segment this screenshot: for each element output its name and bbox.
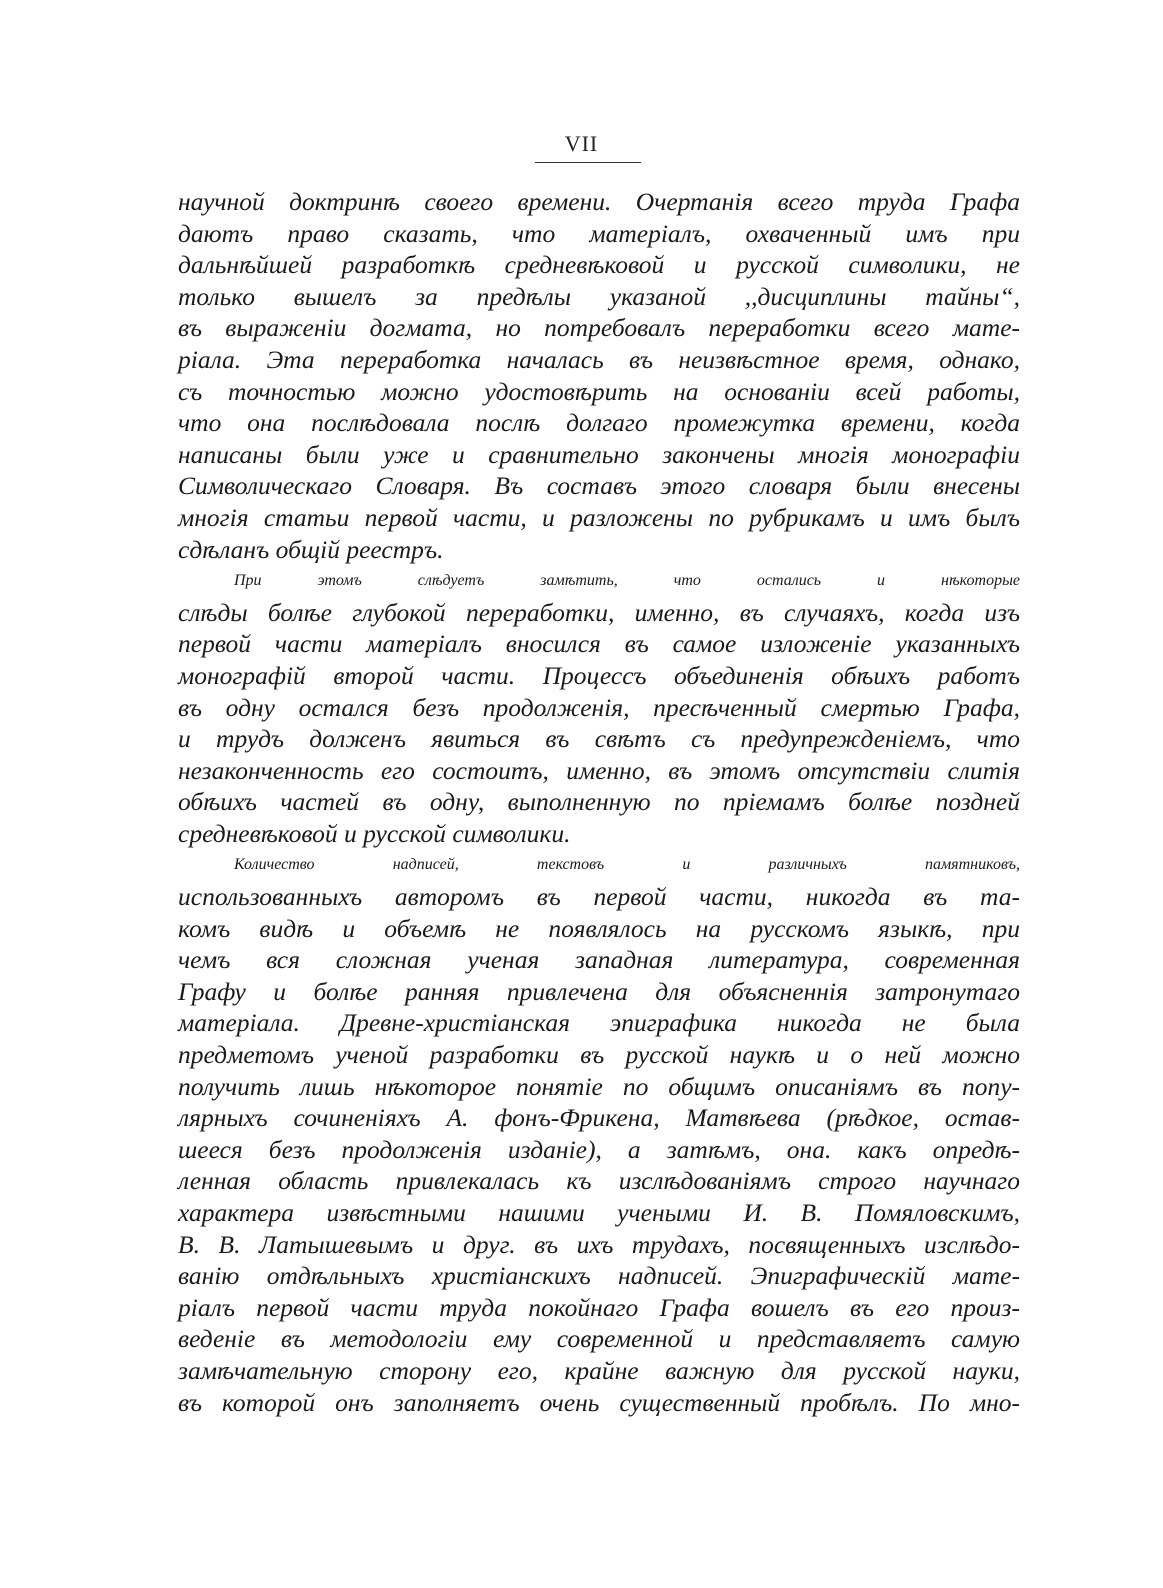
text-line: сдѣланъ общій реестръ.	[178, 534, 444, 564]
page-number-rule	[535, 162, 641, 163]
text-line: веденіе въ методологіи ему современной и представляетъ самую	[178, 1324, 1020, 1354]
text-line: Количество надписей, текстовъ и различныхъ памятниковъ,	[234, 856, 1020, 874]
text-line: обѣихъ частей въ одну, выполненную по пріемамъ болѣе поздней	[178, 787, 1020, 817]
text-line: лярныхъ сочиненіяхъ А. фонъ-Фрикена, Матвѣева (рѣдкое, остав-	[178, 1103, 1020, 1133]
text-line: дальнѣйшей разработкѣ средневѣковой и русской символики, не	[178, 250, 1020, 280]
text-line: использованныхъ авторомъ въ первой части, никогда въ та-	[178, 882, 1020, 912]
text-line: въ одну остался безъ продолженія, пресѣченный смертью Графа,	[178, 692, 1020, 722]
text-line: въ выраженіи догмата, но потребовалъ переработки всего мате-	[178, 313, 1020, 343]
text-line: шееся безъ продолженія изданіе), а затѣмъ, она. какъ опредѣ-	[178, 1134, 1020, 1164]
text-line: средневѣковой и русской символики.	[178, 818, 571, 848]
text-line: только вышелъ за предѣлы указаной ,,дисциплины тайны“,	[178, 281, 1020, 311]
text-line: что она послѣдовала послѣ долгаго промежутка времени, когда	[178, 408, 1020, 438]
text-line: монографій второй части. Процессъ объединенія обѣихъ работъ	[178, 660, 1020, 690]
text-line: комъ видѣ и объемѣ не появлялось на русскомъ языкѣ, при	[178, 913, 1020, 943]
page-number: VII	[564, 131, 599, 156]
text-line: получить лишь нѣкоторое понятіе по общимъ описаніямъ въ попу-	[178, 1071, 1020, 1101]
text-line: замѣчательную сторону его, крайне важную для русской науки,	[178, 1355, 1020, 1385]
text-line: чемъ вся сложная ученая западная литература, современная	[178, 945, 1020, 975]
text-line: ленная область привлекалась къ изслѣдованіямъ строго научнаго	[178, 1166, 1020, 1196]
text-line: При этомъ слѣдуетъ замѣтить, что остались и нѣкоторые	[234, 572, 1020, 590]
text-line: даютъ право сказать, что матеріалъ, охваченный имъ при	[178, 218, 1020, 248]
text-line: матеріала. Древне-христіанская эпиграфика никогда не была	[178, 1008, 1020, 1038]
text-line: ріала. Эта переработка началась въ неизвѣстное время, однако,	[178, 344, 1020, 374]
text-line: ванію отдѣльныхъ христіанскихъ надписей. Эпиграфическій мате-	[178, 1261, 1020, 1291]
text-line: слѣды болѣе глубокой переработки, именно, въ случаяхъ, когда изъ	[178, 597, 1020, 627]
text-line: первой части матеріалъ вносился въ самое изложеніе указанныхъ	[178, 629, 1020, 659]
text-line: и трудъ долженъ явиться въ свѣтъ съ предупрежденіемъ, что	[178, 724, 1020, 754]
text-line: многія статьи первой части, и разложены по рубрикамъ и имъ былъ	[178, 502, 1020, 532]
text-line: Символическаго Словаря. Въ составъ этого словаря были внесены	[178, 471, 1020, 501]
text-line: съ точностью можно удостовѣрить на основаніи всей работы,	[178, 376, 1020, 406]
text-line: ріалъ первой части труда покойнаго Графа вошелъ въ его произ-	[178, 1292, 1020, 1322]
text-line: въ которой онъ заполняетъ очень существенный пробѣлъ. По мно-	[178, 1387, 1020, 1417]
text-line: написаны были уже и сравнительно закончены многія монографіи	[178, 439, 1020, 469]
text-line: научной доктринѣ своего времени. Очертанія всего труда Графа	[178, 187, 1020, 216]
text-line: Графу и болѣе ранняя привлечена для объясненнія затронутаго	[178, 976, 1020, 1006]
body-text	[178, 186, 1020, 1418]
text-line: предметомъ ученой разработки въ русской наукѣ и о ней можно	[178, 1040, 1020, 1070]
text-line: характера извѣстными нашими учеными И. В. Помяловскимъ,	[178, 1198, 1020, 1227]
text-line: В. В. Латышевымъ и друг. въ ихъ трудахъ, посвященныхъ изслѣдо-	[178, 1229, 1020, 1259]
text-line: незаконченность его состоитъ, именно, въ этомъ отсутствіи слитія	[178, 755, 1020, 785]
